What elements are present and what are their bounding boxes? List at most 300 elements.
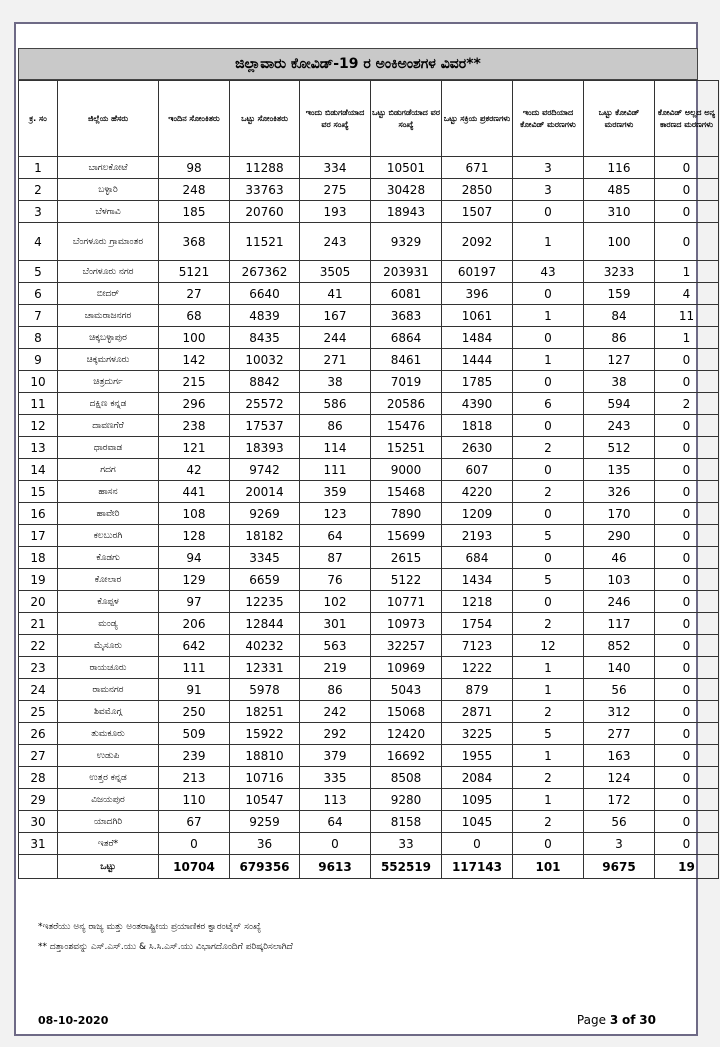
value-cell: 11288 — [230, 157, 300, 179]
value-cell: 20586 — [371, 393, 442, 415]
value-cell: 2 — [513, 437, 584, 459]
report-title: ಜಿಲ್ಲಾವಾರು ಕೋವಿಡ್-19 ರ ಅಂಕಿಅಂಶಗಳ ವಿವರ** — [18, 48, 698, 80]
serial-cell: 11 — [19, 393, 58, 415]
value-cell: 40232 — [230, 635, 300, 657]
district-name-cell: ಕಲಬುರಗಿ — [58, 525, 159, 547]
value-cell: 334 — [300, 157, 371, 179]
serial-cell: 27 — [19, 745, 58, 767]
value-cell: 250 — [159, 701, 230, 723]
value-cell: 1095 — [442, 789, 513, 811]
value-cell: 9329 — [371, 223, 442, 261]
value-cell: 10501 — [371, 157, 442, 179]
value-cell: 64 — [300, 525, 371, 547]
value-cell: 12331 — [230, 657, 300, 679]
value-cell: 1045 — [442, 811, 513, 833]
table-header — [19, 81, 719, 157]
serial-cell: 1 — [19, 157, 58, 179]
district-name-cell: ಇತರೆ* — [58, 833, 159, 855]
value-cell: 4220 — [442, 481, 513, 503]
serial-cell: 30 — [19, 811, 58, 833]
value-cell: 1507 — [442, 201, 513, 223]
value-cell: 18182 — [230, 525, 300, 547]
value-cell: 60197 — [442, 261, 513, 283]
value-cell: 5 — [513, 525, 584, 547]
district-name-cell: ದಕ್ಷಿಣ ಕನ್ನಡ — [58, 393, 159, 415]
value-cell: 6081 — [371, 283, 442, 305]
value-cell: 243 — [300, 223, 371, 261]
value-cell: 2 — [655, 393, 719, 415]
district-name-cell: ಬಾಗಲಕೋಟೆ — [58, 157, 159, 179]
page-number — [577, 1013, 656, 1027]
value-cell: 441 — [159, 481, 230, 503]
district-name-cell: ಉಡುಪಿ — [58, 745, 159, 767]
value-cell: 97 — [159, 591, 230, 613]
value-cell: 0 — [655, 547, 719, 569]
serial-cell: 21 — [19, 613, 58, 635]
column-header: ಕೋವಿಡ್ ಅಲ್ಲದ ಅನ್ಯ ಕಾರಣದ ಮರಣಗಳು — [655, 81, 719, 157]
table-row — [19, 591, 719, 613]
value-cell: 0 — [513, 591, 584, 613]
value-cell: 0 — [655, 223, 719, 261]
value-cell: 32257 — [371, 635, 442, 657]
value-cell: 9000 — [371, 459, 442, 481]
table-row — [19, 569, 719, 591]
table-row — [19, 179, 719, 201]
value-cell: 2 — [513, 767, 584, 789]
serial-cell: 13 — [19, 437, 58, 459]
value-cell: 64 — [300, 811, 371, 833]
value-cell: 1 — [655, 261, 719, 283]
value-cell: 0 — [655, 525, 719, 547]
value-cell: 3683 — [371, 305, 442, 327]
value-cell: 20014 — [230, 481, 300, 503]
value-cell: 11 — [655, 305, 719, 327]
value-cell: 33 — [371, 833, 442, 855]
value-cell: 594 — [584, 393, 655, 415]
value-cell: 111 — [159, 657, 230, 679]
column-header: ಇಂದು ಬಿಡುಗಡೆಯಾದ ವರ ಸಂಖ್ಯೆ — [300, 81, 371, 157]
value-cell: 8435 — [230, 327, 300, 349]
value-cell: 248 — [159, 179, 230, 201]
value-cell: 2 — [513, 811, 584, 833]
value-cell: 246 — [584, 591, 655, 613]
report-date: 08-10-2020 — [38, 1014, 109, 1027]
value-cell: 6864 — [371, 327, 442, 349]
district-name-cell: ಗದಗ — [58, 459, 159, 481]
column-header: ಒಟ್ಟು ಸೋಂಕಿತರು — [230, 81, 300, 157]
value-cell: 10547 — [230, 789, 300, 811]
value-cell: 15922 — [230, 723, 300, 745]
value-cell: 1 — [513, 305, 584, 327]
value-cell: 140 — [584, 657, 655, 679]
value-cell: 15251 — [371, 437, 442, 459]
district-name-cell: ಮಂಡ್ಯ — [58, 613, 159, 635]
value-cell: 100 — [159, 327, 230, 349]
table-row — [19, 305, 719, 327]
table-row — [19, 701, 719, 723]
value-cell: 4839 — [230, 305, 300, 327]
value-cell: 0 — [513, 503, 584, 525]
table-row — [19, 349, 719, 371]
value-cell: 3225 — [442, 723, 513, 745]
value-cell: 301 — [300, 613, 371, 635]
value-cell: 1 — [513, 349, 584, 371]
value-cell: 18251 — [230, 701, 300, 723]
value-cell: 1444 — [442, 349, 513, 371]
value-cell: 2850 — [442, 179, 513, 201]
value-cell: 563 — [300, 635, 371, 657]
value-cell: 1 — [513, 223, 584, 261]
value-cell: 10771 — [371, 591, 442, 613]
value-cell: 2 — [513, 481, 584, 503]
value-cell: 1222 — [442, 657, 513, 679]
table-row — [19, 723, 719, 745]
value-cell: 1 — [513, 679, 584, 701]
value-cell: 103 — [584, 569, 655, 591]
serial-cell: 10 — [19, 371, 58, 393]
value-cell: 3 — [513, 179, 584, 201]
district-name-cell: ಧಾರವಾಡ — [58, 437, 159, 459]
value-cell: 135 — [584, 459, 655, 481]
serial-cell: 24 — [19, 679, 58, 701]
value-cell: 1434 — [442, 569, 513, 591]
district-name-cell: ಹಾವೇರಿ — [58, 503, 159, 525]
value-cell: 219 — [300, 657, 371, 679]
district-name-cell: ಕೊಡಗು — [58, 547, 159, 569]
value-cell: 292 — [300, 723, 371, 745]
table-row — [19, 679, 719, 701]
total-value-cell — [19, 855, 58, 879]
table-row — [19, 657, 719, 679]
value-cell: 170 — [584, 503, 655, 525]
value-cell: 8461 — [371, 349, 442, 371]
value-cell: 296 — [159, 393, 230, 415]
value-cell: 244 — [300, 327, 371, 349]
value-cell: 0 — [655, 569, 719, 591]
value-cell: 159 — [584, 283, 655, 305]
value-cell: 0 — [513, 283, 584, 305]
table-row — [19, 635, 719, 657]
value-cell: 1818 — [442, 415, 513, 437]
value-cell: 110 — [159, 789, 230, 811]
value-cell: 0 — [655, 157, 719, 179]
serial-cell: 16 — [19, 503, 58, 525]
value-cell: 2615 — [371, 547, 442, 569]
value-cell: 94 — [159, 547, 230, 569]
total-value-cell: 19 — [655, 855, 719, 879]
value-cell: 0 — [655, 481, 719, 503]
district-name-cell: ಚಾಮರಾಜನಗರ — [58, 305, 159, 327]
value-cell: 9742 — [230, 459, 300, 481]
value-cell: 7890 — [371, 503, 442, 525]
district-name-cell: ರಾಮನಗರ — [58, 679, 159, 701]
value-cell: 9280 — [371, 789, 442, 811]
value-cell: 86 — [584, 327, 655, 349]
total-value-cell: 679356 — [230, 855, 300, 879]
value-cell: 9259 — [230, 811, 300, 833]
value-cell: 76 — [300, 569, 371, 591]
value-cell: 86 — [300, 679, 371, 701]
serial-cell: 12 — [19, 415, 58, 437]
value-cell: 206 — [159, 613, 230, 635]
value-cell: 1218 — [442, 591, 513, 613]
district-stats-table — [18, 80, 719, 879]
district-name-cell: ರಾಯಚೂರು — [58, 657, 159, 679]
value-cell: 5 — [513, 723, 584, 745]
value-cell: 128 — [159, 525, 230, 547]
table-row — [19, 371, 719, 393]
serial-cell: 4 — [19, 223, 58, 261]
serial-cell: 26 — [19, 723, 58, 745]
table-row — [19, 833, 719, 855]
value-cell: 684 — [442, 547, 513, 569]
value-cell: 86 — [300, 415, 371, 437]
value-cell: 111 — [300, 459, 371, 481]
district-name-cell: ದಾವಣಗೆರೆ — [58, 415, 159, 437]
serial-cell: 22 — [19, 635, 58, 657]
district-name-cell: ಚಿಕ್ಕಬಳ್ಳಾಪುರ — [58, 327, 159, 349]
value-cell: 2084 — [442, 767, 513, 789]
value-cell: 671 — [442, 157, 513, 179]
district-name-cell: ತುಮಕೂರು — [58, 723, 159, 745]
total-value-cell: 117143 — [442, 855, 513, 879]
value-cell: 0 — [655, 179, 719, 201]
value-cell: 512 — [584, 437, 655, 459]
serial-cell: 7 — [19, 305, 58, 327]
value-cell: 8842 — [230, 371, 300, 393]
value-cell: 10716 — [230, 767, 300, 789]
table-row — [19, 157, 719, 179]
value-cell: 0 — [655, 503, 719, 525]
district-name-cell: ಬೀದರ್ — [58, 283, 159, 305]
value-cell: 267362 — [230, 261, 300, 283]
value-cell: 0 — [655, 679, 719, 701]
value-cell: 0 — [513, 833, 584, 855]
value-cell: 368 — [159, 223, 230, 261]
value-cell: 0 — [300, 833, 371, 855]
serial-cell: 23 — [19, 657, 58, 679]
value-cell: 5122 — [371, 569, 442, 591]
district-name-cell: ಮೈಸೂರು — [58, 635, 159, 657]
value-cell: 12844 — [230, 613, 300, 635]
column-header: ಇಂದು ವರದಿಯಾದ ಕೋವಿಡ್ ಮರಣಗಳು — [513, 81, 584, 157]
column-header: ಜಿಲ್ಲೆಯ ಹೆಸರು — [58, 81, 159, 157]
table-row — [19, 437, 719, 459]
value-cell: 277 — [584, 723, 655, 745]
value-cell: 102 — [300, 591, 371, 613]
value-cell: 84 — [584, 305, 655, 327]
value-cell: 10969 — [371, 657, 442, 679]
table-row — [19, 283, 719, 305]
column-header: ಕ್ರ. ಸಂ — [19, 81, 58, 157]
table-row — [19, 547, 719, 569]
value-cell: 4390 — [442, 393, 513, 415]
table-row — [19, 503, 719, 525]
value-cell: 167 — [300, 305, 371, 327]
serial-cell: 20 — [19, 591, 58, 613]
value-cell: 0 — [655, 415, 719, 437]
value-cell: 38 — [300, 371, 371, 393]
value-cell: 0 — [655, 591, 719, 613]
value-cell: 243 — [584, 415, 655, 437]
page-word: Page — [576, 1013, 606, 1027]
value-cell: 5 — [513, 569, 584, 591]
value-cell: 5978 — [230, 679, 300, 701]
value-cell: 0 — [513, 547, 584, 569]
value-cell: 5043 — [371, 679, 442, 701]
value-cell: 15476 — [371, 415, 442, 437]
table-row — [19, 525, 719, 547]
value-cell: 271 — [300, 349, 371, 371]
table-row — [19, 481, 719, 503]
table-row — [19, 459, 719, 481]
value-cell: 7123 — [442, 635, 513, 657]
value-cell: 485 — [584, 179, 655, 201]
value-cell: 1 — [655, 327, 719, 349]
value-cell: 129 — [159, 569, 230, 591]
district-name-cell: ಬೆಂಗಳೂರು ಗ್ರಾಮಾಂತರ — [58, 223, 159, 261]
value-cell: 17537 — [230, 415, 300, 437]
value-cell: 2193 — [442, 525, 513, 547]
district-name-cell: ಹಾಸನ — [58, 481, 159, 503]
value-cell: 5121 — [159, 261, 230, 283]
value-cell: 0 — [655, 701, 719, 723]
value-cell: 203931 — [371, 261, 442, 283]
value-cell: 0 — [513, 415, 584, 437]
value-cell: 0 — [655, 635, 719, 657]
value-cell: 0 — [655, 745, 719, 767]
value-cell: 852 — [584, 635, 655, 657]
value-cell: 0 — [655, 657, 719, 679]
value-cell: 0 — [513, 327, 584, 349]
value-cell: 1 — [513, 789, 584, 811]
district-name-cell: ಬೆಳಗಾವಿ — [58, 201, 159, 223]
value-cell: 108 — [159, 503, 230, 525]
district-name-cell: ಉತ್ತರ ಕನ್ನಡ — [58, 767, 159, 789]
column-header: ಒಟ್ಟು ಸಕ್ರಿಯ ಪ್ರಕರಣಗಳು — [442, 81, 513, 157]
district-name-cell: ಯಾದಗಿರಿ — [58, 811, 159, 833]
value-cell: 2871 — [442, 701, 513, 723]
value-cell: 215 — [159, 371, 230, 393]
value-cell: 509 — [159, 723, 230, 745]
table-row — [19, 261, 719, 283]
value-cell: 193 — [300, 201, 371, 223]
value-cell: 8508 — [371, 767, 442, 789]
total-row — [19, 855, 719, 879]
value-cell: 1061 — [442, 305, 513, 327]
table-row — [19, 393, 719, 415]
serial-cell: 15 — [19, 481, 58, 503]
value-cell: 114 — [300, 437, 371, 459]
value-cell: 25572 — [230, 393, 300, 415]
total-value-cell: 9613 — [300, 855, 371, 879]
table-row — [19, 767, 719, 789]
value-cell: 20760 — [230, 201, 300, 223]
value-cell: 4 — [655, 283, 719, 305]
value-cell: 2 — [513, 613, 584, 635]
value-cell: 46 — [584, 547, 655, 569]
value-cell: 163 — [584, 745, 655, 767]
value-cell: 310 — [584, 201, 655, 223]
value-cell: 18393 — [230, 437, 300, 459]
value-cell: 91 — [159, 679, 230, 701]
value-cell: 6 — [513, 393, 584, 415]
value-cell: 312 — [584, 701, 655, 723]
value-cell: 2630 — [442, 437, 513, 459]
value-cell: 127 — [584, 349, 655, 371]
value-cell: 12 — [513, 635, 584, 657]
value-cell: 56 — [584, 679, 655, 701]
value-cell: 185 — [159, 201, 230, 223]
page-current: 3 — [609, 1013, 619, 1027]
value-cell: 124 — [584, 767, 655, 789]
value-cell: 0 — [513, 459, 584, 481]
table-row — [19, 415, 719, 437]
value-cell: 113 — [300, 789, 371, 811]
value-cell: 123 — [300, 503, 371, 525]
value-cell: 239 — [159, 745, 230, 767]
district-name-cell: ವಿಜಯಪುರ — [58, 789, 159, 811]
value-cell: 0 — [513, 201, 584, 223]
value-cell: 12420 — [371, 723, 442, 745]
value-cell: 3 — [584, 833, 655, 855]
value-cell: 238 — [159, 415, 230, 437]
value-cell: 15068 — [371, 701, 442, 723]
footnote-others: *ಇತರೆಯು ಅನ್ಯ ರಾಜ್ಯ ಮತ್ತು ಅಂತರಾಷ್ಟ್ರೀಯ ಪ್ರಯಾಣಿಕರ ಕ್ವಾರಂಟೈನ್ ಸಂಖ್ಯೆ — [38, 922, 262, 932]
table-row — [19, 327, 719, 349]
header-row — [19, 81, 719, 157]
value-cell: 38 — [584, 371, 655, 393]
value-cell: 0 — [655, 767, 719, 789]
value-cell: 0 — [655, 459, 719, 481]
value-cell: 43 — [513, 261, 584, 283]
value-cell: 15699 — [371, 525, 442, 547]
value-cell: 98 — [159, 157, 230, 179]
column-header: ಒಟ್ಟು ಬಿಡುಗಡೆಯಾದ ವರ ಸಂಖ್ಯೆ — [371, 81, 442, 157]
value-cell: 1955 — [442, 745, 513, 767]
value-cell: 0 — [655, 371, 719, 393]
column-header: ಒಟ್ಟು ಕೋವಿಡ್ ಮರಣಗಳು — [584, 81, 655, 157]
value-cell: 9269 — [230, 503, 300, 525]
serial-cell: 14 — [19, 459, 58, 481]
value-cell: 2092 — [442, 223, 513, 261]
district-name-cell: ಕೊಪ್ಪಳ — [58, 591, 159, 613]
value-cell: 172 — [584, 789, 655, 811]
value-cell: 10032 — [230, 349, 300, 371]
value-cell: 0 — [513, 371, 584, 393]
value-cell: 3 — [513, 157, 584, 179]
value-cell: 12235 — [230, 591, 300, 613]
total-value-cell: 9675 — [584, 855, 655, 879]
footnote-data-source: ** ದತ್ತಾಂಶವನ್ನು ಎಸ್.ಎಸ್.ಯು & ಸಿ.ಸಿ.ಎಸ್.ಯು ವಿಭಾಗದೊಂದಿಗೆ ಪರಿಷ್ಕರಿಸಲಾಗಿದೆ — [38, 942, 293, 952]
value-cell: 290 — [584, 525, 655, 547]
district-name-cell: ಬಳ್ಳಾರಿ — [58, 179, 159, 201]
value-cell: 0 — [655, 201, 719, 223]
value-cell: 30428 — [371, 179, 442, 201]
serial-cell: 29 — [19, 789, 58, 811]
value-cell: 1484 — [442, 327, 513, 349]
table-row — [19, 223, 719, 261]
value-cell: 18943 — [371, 201, 442, 223]
value-cell: 379 — [300, 745, 371, 767]
table-body — [19, 157, 719, 879]
total-value-cell: 101 — [513, 855, 584, 879]
value-cell: 213 — [159, 767, 230, 789]
total-value-cell: 552519 — [371, 855, 442, 879]
serial-cell: 25 — [19, 701, 58, 723]
value-cell: 0 — [655, 613, 719, 635]
value-cell: 1 — [513, 745, 584, 767]
